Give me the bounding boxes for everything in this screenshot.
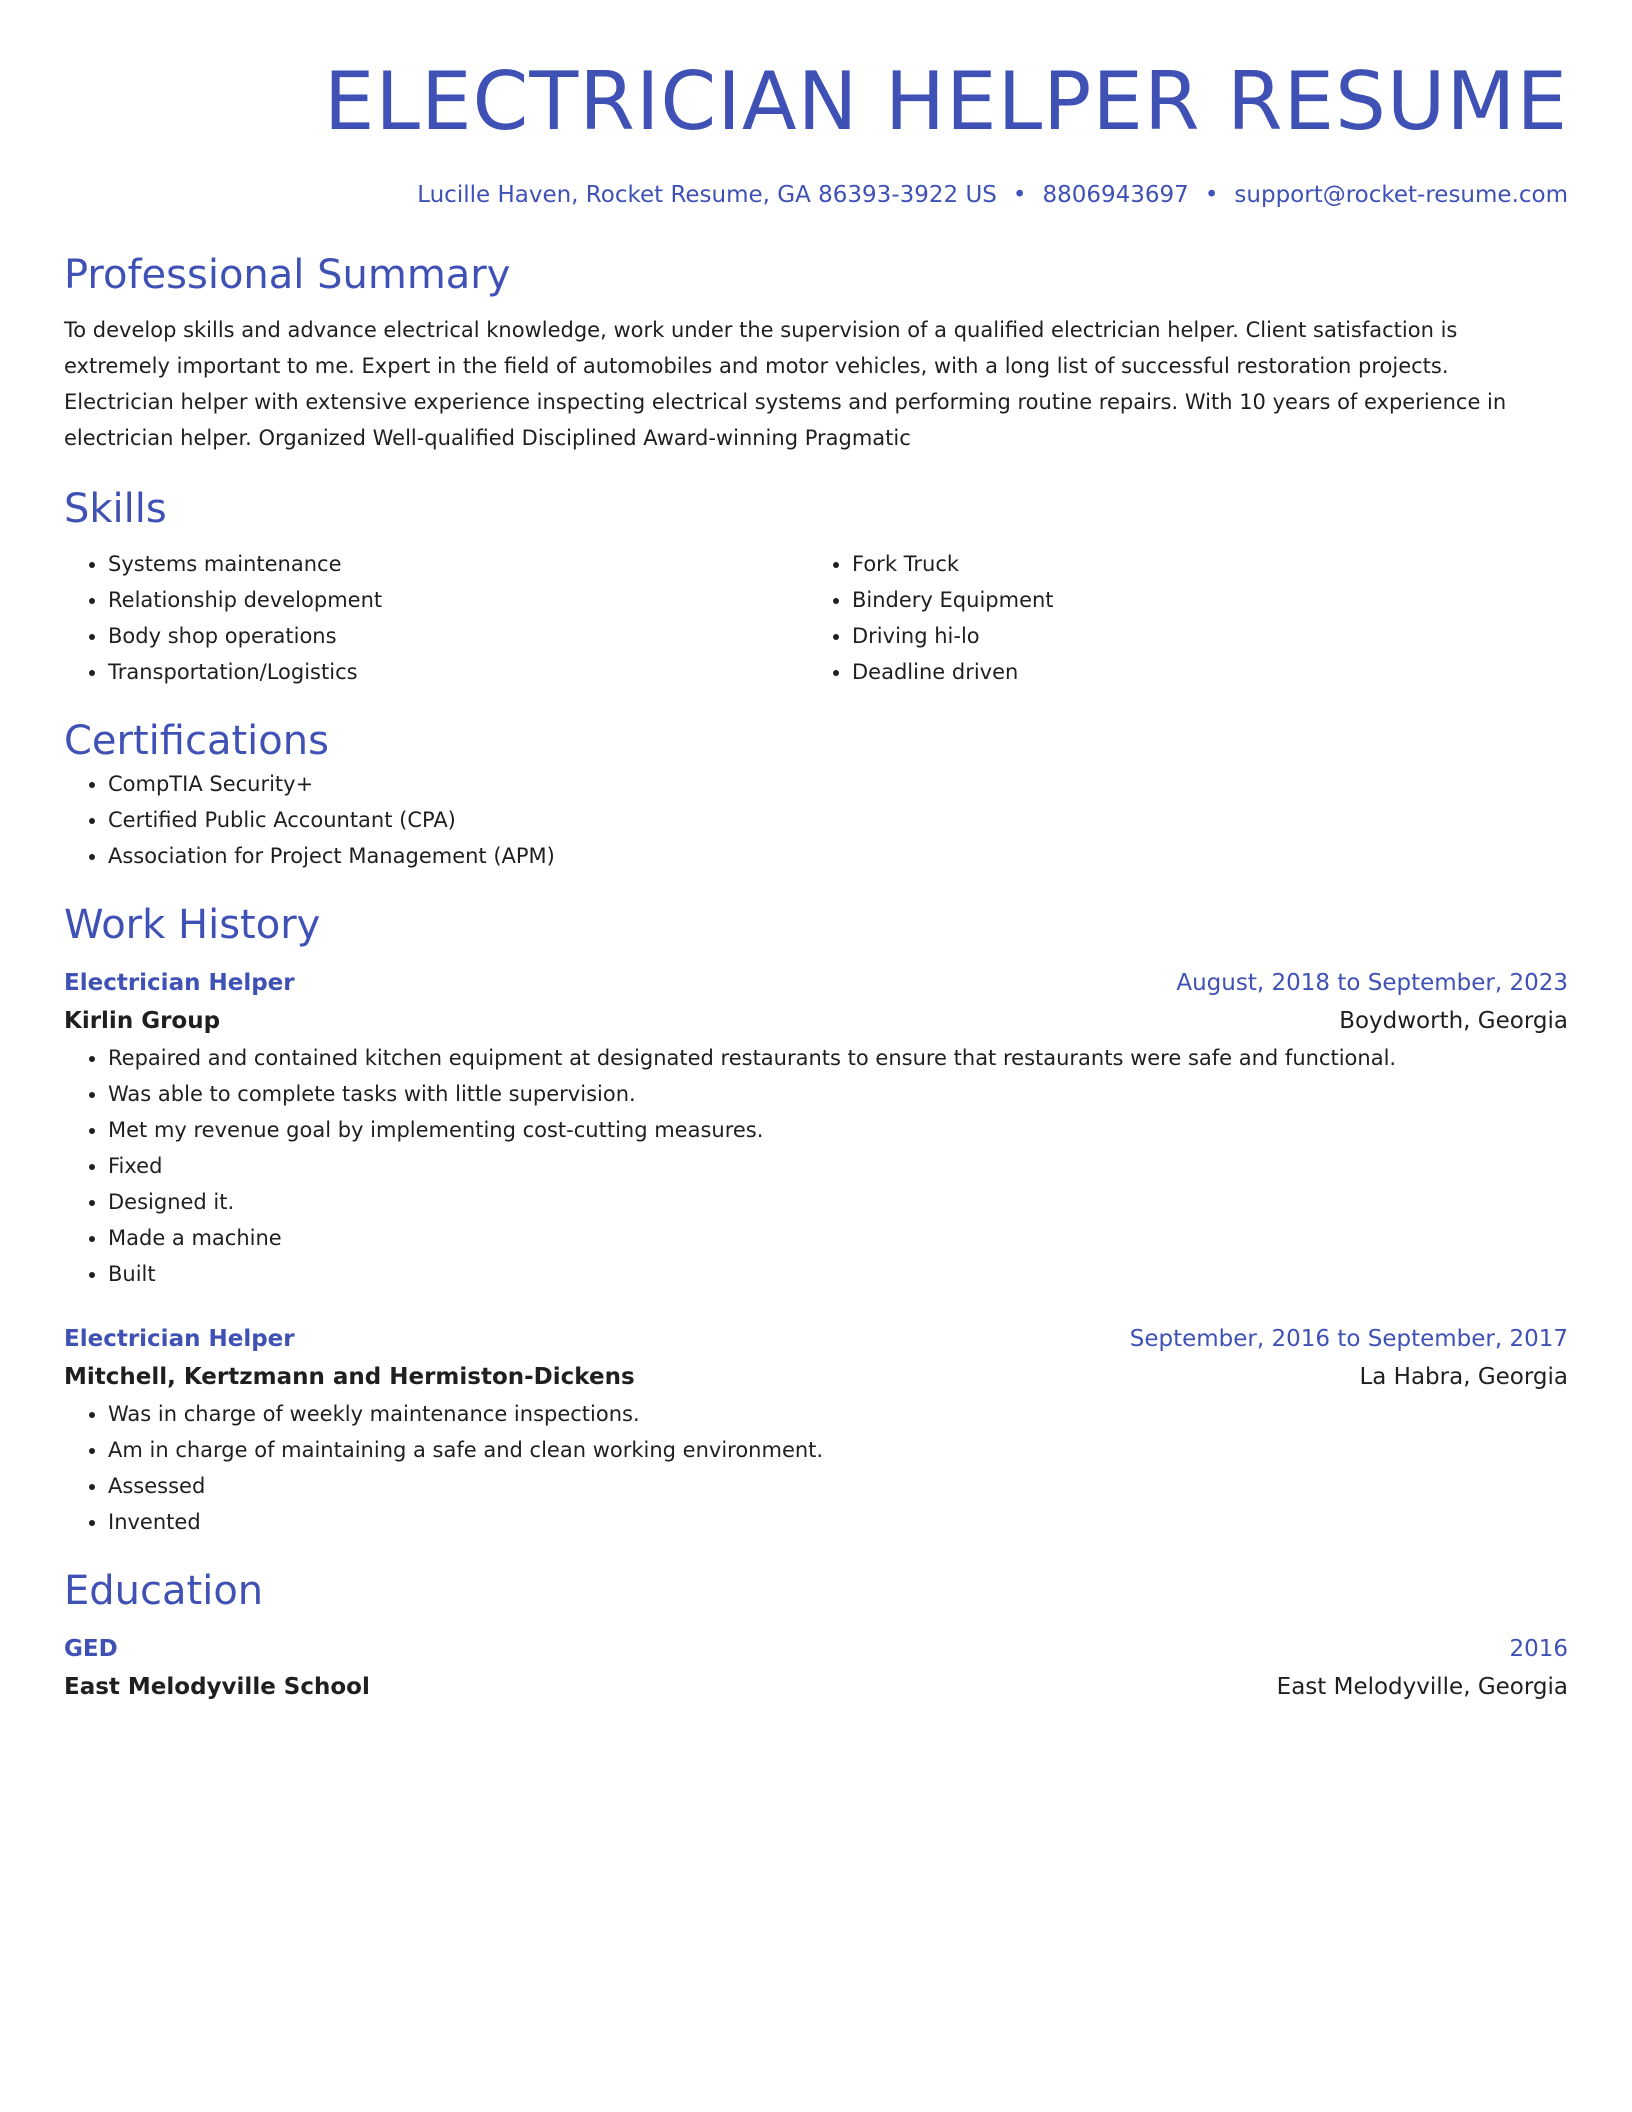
education-header <box>64 1630 1568 1668</box>
certification-item: • CompTIA Security+ <box>108 766 1568 802</box>
education-degree: GED <box>64 1636 118 1662</box>
job-role: Electrician Helper <box>64 970 295 996</box>
job-header <box>64 1320 1568 1358</box>
job-duty: • Met my revenue goal by implementing cost-cutting measures. <box>108 1112 1568 1148</box>
certification-item: • Certified Public Accountant (CPA) <box>108 802 1568 838</box>
skill-item: • Driving hi-lo <box>852 618 1568 654</box>
job-header <box>64 964 1568 1002</box>
education-subheader <box>64 1668 1568 1706</box>
job-company: Mitchell, Kertzmann and Hermiston-Dickens <box>64 1364 635 1390</box>
job-duty: • Was able to complete tasks with little supervision. <box>108 1076 1568 1112</box>
job-duties-list <box>64 1396 1568 1540</box>
job-location: La Habra, Georgia <box>1359 1364 1568 1390</box>
certifications-heading: Certifications <box>64 718 329 764</box>
education-entry <box>64 1630 1568 1706</box>
separator-dot: • <box>1204 182 1219 208</box>
contact-address: Lucille Haven, Rocket Resume, GA 86393-3922 US <box>417 182 997 208</box>
job-duty: • Made a machine <box>108 1220 1568 1256</box>
skill-item: • Fork Truck <box>852 546 1568 582</box>
work-history-heading: Work History <box>64 902 321 948</box>
job-duties-list <box>64 1040 1568 1292</box>
job-dates: September, 2016 to September, 2017 <box>1129 1326 1568 1352</box>
skills-column-right <box>816 546 1568 690</box>
job-duty: • Designed it. <box>108 1184 1568 1220</box>
job-location: Boydworth, Georgia <box>1339 1008 1568 1034</box>
job-subheader <box>64 1358 1568 1396</box>
education-heading: Education <box>64 1568 264 1614</box>
job-dates: August, 2018 to September, 2023 <box>1176 970 1568 996</box>
skills-grid <box>64 546 1568 690</box>
job-duty: • Built <box>108 1256 1568 1292</box>
education-location: East Melodyville, Georgia <box>1276 1674 1568 1700</box>
job-duty: • Invented <box>108 1504 1568 1540</box>
skills-list-right <box>816 546 1568 690</box>
skills-heading: Skills <box>64 486 167 532</box>
skill-item: • Systems maintenance <box>108 546 816 582</box>
job-duty: • Was in charge of weekly maintenance inspections. <box>108 1396 1568 1432</box>
resume-title: ELECTRICIAN HELPER RESUME <box>323 55 1568 148</box>
certification-item: • Association for Project Management (APM) <box>108 838 1568 874</box>
job-company: Kirlin Group <box>64 1008 221 1034</box>
skills-list-left <box>64 546 816 690</box>
summary-text: To develop skills and advance electrical knowledge, work under the supervision of a qualified electrician helper. Client satisfaction is extremely important to me. Expert in the field of automobiles and motor vehicles, with a long list of successful restoration projects. Electrician helper with extensive experience inspecting electrical systems and performing routine repairs. With 10 years of experience in electrician helper. Organized Well-qualified Disciplined Award-winning Pragmatic <box>64 318 1507 450</box>
skill-item: • Bindery Equipment <box>852 582 1568 618</box>
education-year: 2016 <box>1509 1636 1568 1662</box>
summary-heading: Professional Summary <box>64 252 511 298</box>
job-entry <box>64 1320 1568 1540</box>
skill-item: • Relationship development <box>108 582 816 618</box>
skill-item: • Body shop operations <box>108 618 816 654</box>
separator-dot: • <box>1012 182 1027 208</box>
contact-line <box>64 180 1568 210</box>
education-school: East Melodyville School <box>64 1674 370 1700</box>
skill-item: • Transportation/Logistics <box>108 654 816 690</box>
job-duty: • Repaired and contained kitchen equipment at designated restaurants to ensure that restaurants were safe and functional. <box>108 1040 1568 1076</box>
contact-email: support@rocket-resume.com <box>1234 182 1568 208</box>
contact-phone: 8806943697 <box>1042 182 1189 208</box>
certifications-list <box>64 766 1568 874</box>
job-duty: • Fixed <box>108 1148 1568 1184</box>
job-role: Electrician Helper <box>64 1326 295 1352</box>
job-subheader <box>64 1002 1568 1040</box>
skill-item: • Deadline driven <box>852 654 1568 690</box>
job-entry <box>64 964 1568 1292</box>
skills-column-left <box>64 546 816 690</box>
job-duty: • Am in charge of maintaining a safe and clean working environment. <box>108 1432 1568 1468</box>
job-duty: • Assessed <box>108 1468 1568 1504</box>
